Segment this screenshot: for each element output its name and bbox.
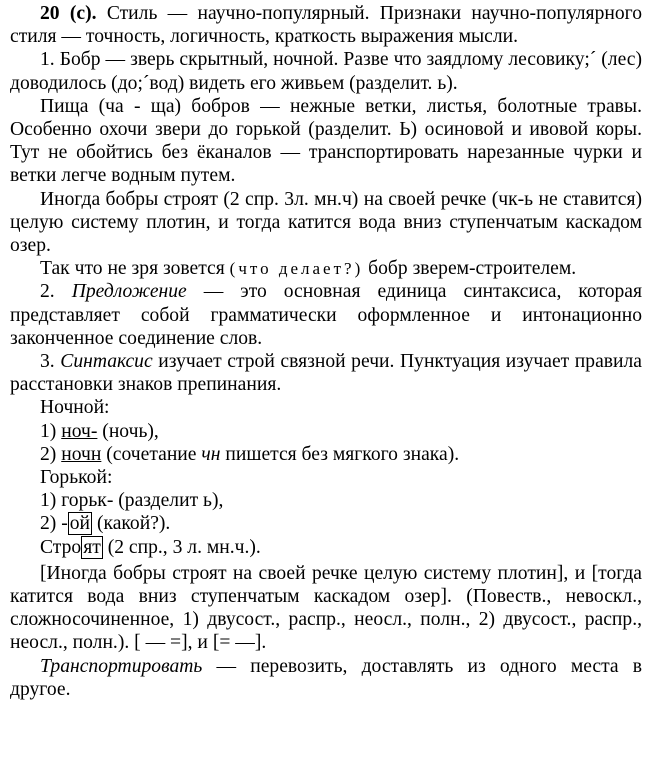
text-segment: , и — [563, 562, 586, 584]
term-sintaksis: Синтаксис — [60, 351, 153, 373]
task-intro — [10, 2, 642, 48]
definition-text: изучает строй связной речи. Пунктуация изучает правила расстановки знаков препинания. — [10, 351, 642, 396]
clause-1: [Иногда бобры строят на своей речке целую систему плотин] — [40, 562, 564, 584]
text-segment: 2) - — [40, 513, 68, 535]
ending-box-yat: ят — [83, 536, 101, 558]
paragraph-1b: Пища (ча - ща) бобров — нежные ветки, листья, болотные травы. Особенно охочи звери до горькой (разделит. Ь) осиновой и ивовой коры. Тут не обойтись без ёканалов — транспортировать нарезанные чурки и ветки легче водным путем. — [10, 95, 642, 187]
text-segment: (ночь), — [102, 420, 159, 442]
paragraph-1a: 1. Бобр — зверь скрытный, ночной. Разве что заядлому лесовику;´ (лес) доводилось (до;´вод) видеть его живьем (разделит. ь). — [10, 49, 642, 94]
question-spaced: (что делает?) — [229, 259, 364, 279]
letters-chn: чн — [201, 443, 221, 465]
item-number: 2. — [40, 281, 55, 303]
root-noch: ноч- — [61, 420, 98, 442]
definition-sentence — [10, 280, 642, 350]
ending-box-oy: ой — [69, 513, 91, 535]
text-segment: (сочетание — [106, 443, 197, 465]
term-transportirovat: Транспортировать — [40, 655, 203, 677]
text-segment: Так что не зря зовется — [40, 258, 225, 280]
term-predlozhenie: Предложение — [71, 281, 187, 303]
text-segment: бобр зверем-строителем. — [368, 258, 577, 280]
definition-transport — [10, 655, 642, 701]
sentence-analysis — [10, 562, 642, 655]
paragraph-1d — [10, 257, 642, 280]
task-number: 20 (с). — [40, 3, 97, 24]
list-number: 1) — [40, 420, 57, 442]
definition-syntax — [10, 350, 642, 396]
sentence-description: . (Повеств., невоскл., сложносочиненное, 1) двусост., распр., неосл., полн., 2) двусост., распр., неосл., полн.). [ — =], и [= —]. — [10, 586, 643, 654]
text-segment: пишется без мягкого знака). — [225, 443, 460, 465]
definition-text: — перевозить, доставлять из одного места в другое. — [10, 655, 642, 700]
paragraph-1c: Иногда бобры строят (2 спр. 3л. мн.ч) на своей речке (чк-ь не ставится) целую систему плотин, и тогда катится вода вниз ступенчатым каскадом озер. — [10, 188, 642, 257]
item-number: 3. — [40, 351, 55, 373]
text-segment: (какой?). — [96, 513, 171, 535]
analysis-gorkoy-2 — [10, 512, 642, 535]
analysis-gorkoy-1: 1) горьк- (разделит ь), — [40, 490, 224, 512]
root-nochn: ночн — [61, 443, 102, 465]
analysis-nochnoy-1 — [10, 420, 642, 443]
analysis-gorkoy-title: Горькой: — [40, 467, 113, 489]
analysis-stroyat — [10, 536, 642, 559]
text-segment: (2 спр., 3 л. мн.ч.). — [107, 536, 261, 558]
text-segment: Стро — [40, 536, 82, 558]
analysis-nochnoy-2 — [10, 443, 642, 466]
list-number: 2) — [40, 443, 57, 465]
clause-2: [тогда катится вода вниз ступенчатым каскадом озер] — [10, 562, 642, 608]
style-intro-text: Стиль — научно-популярный. Признаки научно-популярного стиля — точность, логичность, краткость выражения мысли. — [10, 3, 642, 48]
analysis-nochnoy-title: Ночной: — [40, 397, 110, 419]
definition-text: — это основная единица синтаксиса, которая представляет собой грамматически оформленное и интонационно законченное соединение слов. — [10, 281, 643, 349]
